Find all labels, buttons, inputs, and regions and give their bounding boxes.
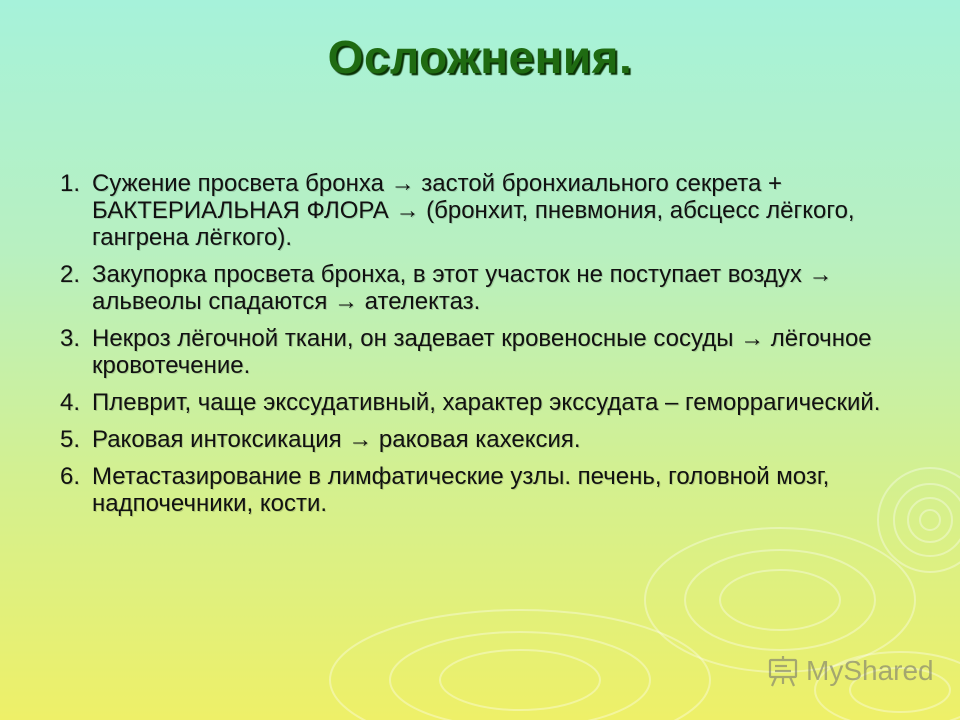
item-text: Раковая интоксикация → раковая кахексия.	[92, 426, 581, 453]
item-number: 6.	[60, 463, 81, 490]
list-item	[60, 325, 910, 379]
list-item	[60, 261, 910, 315]
list-item	[60, 170, 910, 251]
item-number: 3.	[60, 325, 81, 352]
item-text: Закупорка просвета бронха, в этот участок не поступает воздух → альвеолы спадаются → ателектаз.	[92, 261, 833, 315]
item-number: 1.	[60, 170, 81, 197]
list-item	[60, 426, 910, 453]
slide-title: Осложнения.	[327, 31, 633, 83]
item-number: 4.	[60, 389, 81, 416]
complications-list	[60, 170, 910, 527]
myshared-watermark	[766, 654, 934, 688]
item-number: 2.	[60, 261, 81, 288]
item-number: 5.	[60, 426, 81, 453]
item-text: Некроз лёгочной ткани, он задевает кровеносные сосуды → лёгочное кровотечение.	[92, 325, 872, 379]
item-text: Сужение просвета бронха → застой бронхиального секрета + БАКТЕРИАЛЬНАЯ ФЛОРА → (бронхит, пневмония, абсцесс лёгкого, гангрена лёгкого).	[92, 170, 855, 251]
list-item	[60, 389, 910, 416]
watermark-text: MyShared	[806, 655, 934, 686]
list-item	[60, 463, 910, 517]
item-text: Плеврит, чаще экссудативный, характер экссудата – геморрагический.	[92, 389, 881, 416]
item-text: Метастазирование в лимфатические узлы. печень, головной мозг, надпочечники, кости.	[92, 463, 830, 517]
presentation-board-icon	[766, 654, 800, 688]
